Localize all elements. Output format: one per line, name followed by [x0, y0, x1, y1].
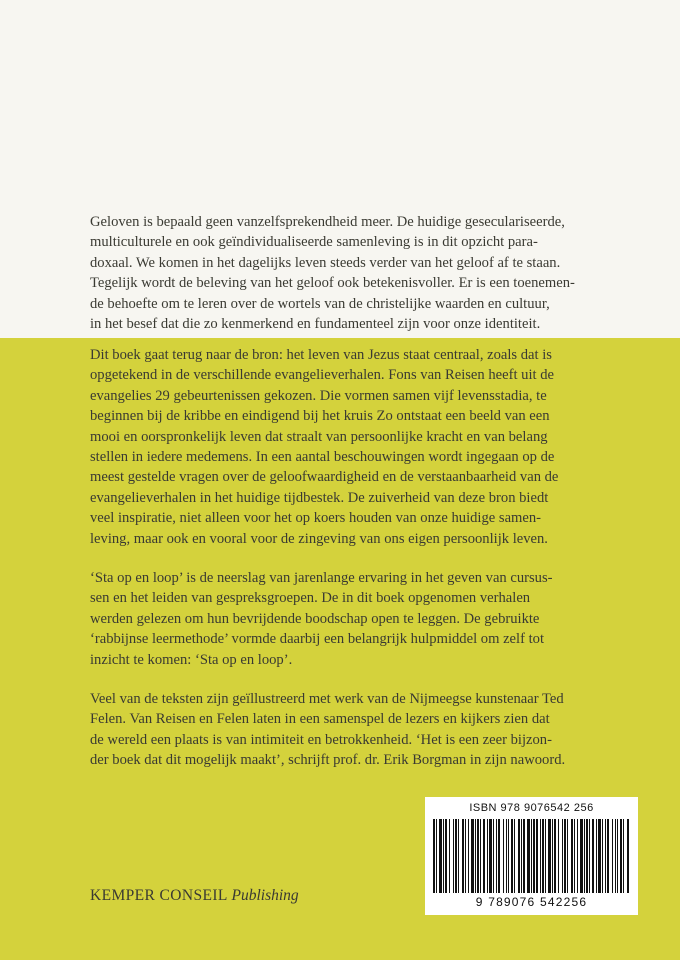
book-description-paragraph	[90, 345, 680, 549]
method-paragraph	[90, 568, 680, 670]
isbn-number: ISBN 978 9076542 256	[469, 802, 594, 814]
text-line: stellen in iedere medemens. In een aantal beschouwingen wordt ingegaan op de	[90, 449, 555, 466]
text-line: Veel van de teksten zijn geïllustreerd met werk van de Nijmeegse kunstenaar Ted	[90, 691, 564, 707]
text-line: de behoefte om te leren over de wortels van de christelijke waarden en cultuur,	[90, 295, 550, 312]
text-line: Felen. Van Reisen en Felen laten in een samenspel de lezers en kijkers zien dat	[90, 711, 550, 728]
text-line: de wereld een plaats is van intimiteit en betrokkenheid. ‘Het is een zeer bijzon-	[90, 731, 552, 748]
illustrations-paragraph	[90, 689, 680, 771]
text-line: in het besef dat die zo kenmerkend en fundamenteel zijn voor onze identiteit.	[90, 316, 541, 333]
text-line: leving, maar ook en vooral voor de zingeving van ons eigen persoonlijk leven.	[90, 530, 548, 547]
text-line: meest gestelde vragen over de geloofwaardigheid en de verstaanbaarheid van de	[90, 469, 559, 486]
text-line: Geloven is bepaald geen vanzelfsprekendheid meer. De huidige geseculariseerde,	[90, 214, 565, 230]
publisher-imprint: Publishing	[231, 887, 299, 904]
text-line: Tegelijk wordt de beleving van het geloof ook betekenisvoller. Er is een toenemen-	[90, 275, 575, 292]
isbn-barcode-label	[425, 797, 638, 915]
intro-paragraph	[90, 212, 680, 334]
text-line: sen en het leiden van gespreksgroepen. De in dit boek opgenomen verhalen	[90, 590, 531, 607]
publisher-name-text: KEMPER CONSEIL	[90, 887, 228, 904]
text-line: opgetekend in de verschillende evangelieverhalen. Fons van Reisen heeft uit de	[90, 367, 554, 384]
text-line: multiculturele en ook geïndividualiseerde samenleving is in dit opzicht para-	[90, 234, 538, 251]
text-line: beginnen bij de kribbe en eindigend bij het kruis Zo ontstaat een beeld van een	[90, 408, 550, 425]
text-line: werden gelezen om hun bevrijdende boodschap open te leggen. De gebruikte	[90, 610, 540, 627]
text-line: Dit boek gaat terug naar de bron: het leven van Jezus staat centraal, zoals dat is	[90, 347, 552, 363]
text-line: inzicht te komen: ‘Sta op en loop’.	[90, 651, 293, 668]
text-line: der boek dat dit mogelijk maakt’, schrijft prof. dr. Erik Borgman in zijn nawoord.	[90, 752, 566, 769]
text-line: evangelies 29 gebeurtenissen gekozen. Die vormen samen vijf levensstadia, te	[90, 387, 547, 404]
text-line: ‘Sta op en loop’ is de neerslag van jarenlange ervaring in het geven van cursus-	[90, 570, 553, 586]
text-line: veel inspiratie, niet alleen voor het op koers houden van onze huidige samen-	[90, 510, 542, 527]
barcode-digits: 9 789076 542256	[475, 895, 588, 909]
barcode-graphic	[431, 819, 632, 893]
publisher-name	[90, 887, 299, 905]
text-line: evangelieverhalen in het huidige tijdbestek. De zuiverheid van deze bron biedt	[90, 489, 549, 506]
text-line: doxaal. We komen in het dagelijks leven steeds verder van het geloof af te staan.	[90, 254, 561, 271]
text-line: ‘rabbijnse leermethode’ vormde daarbij een belangrijk hulpmiddel om zelf tot	[90, 631, 545, 648]
text-line: mooi en oorspronkelijk leven dat straalt van persoonlijke kracht en van belang	[90, 428, 548, 445]
